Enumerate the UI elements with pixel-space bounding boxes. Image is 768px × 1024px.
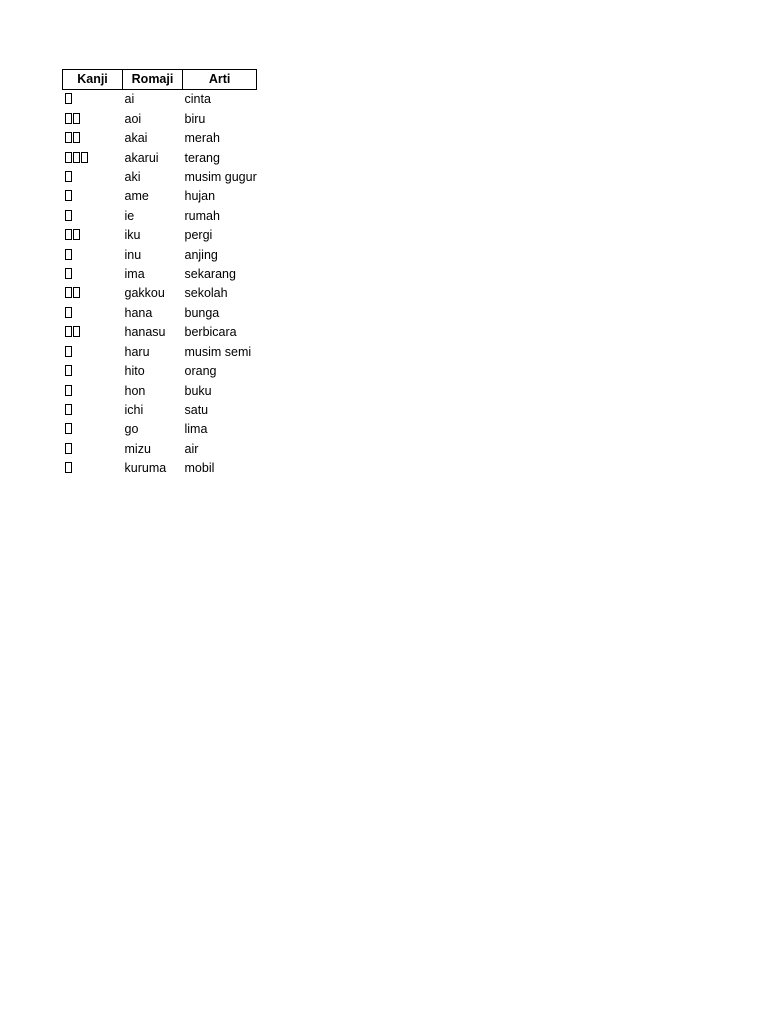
arti-cell: berbicara [184,325,237,340]
arti-cell: anjing [184,247,218,262]
arti-cell: merah [184,131,220,146]
missing-glyph-icon [65,423,72,434]
arti-cell: biru [184,111,206,126]
arti-cell: pergi [184,228,213,243]
missing-glyph-icon [65,132,72,143]
table-row [63,459,257,478]
arti-cell: cinta [184,92,211,107]
arti-cell: bunga [184,305,220,320]
arti-cell: lima [184,422,208,437]
missing-glyph-icon [65,249,72,260]
kanji-cell [63,226,123,245]
missing-glyph-icon [65,346,72,357]
romaji-cell: haru [124,344,150,359]
table-row [63,246,257,265]
table-row [63,343,257,362]
kanji-cell [63,459,123,478]
arti-cell: musim semi [184,344,252,359]
table-row [63,226,257,245]
kanji-cell [63,168,123,187]
missing-glyph-icon [65,365,72,376]
arti-cell: rumah [184,208,220,223]
romaji-cell: hito [124,364,145,379]
romaji-cell: akarui [124,150,159,165]
header-arti: Arti [183,70,257,90]
missing-glyph-icon [73,132,80,143]
romaji-cell: ie [124,208,135,223]
table-row [63,149,257,168]
kanji-cell [63,401,123,420]
kanji-cell [63,440,123,459]
romaji-cell: hanasu [124,325,166,340]
table-row [63,284,257,303]
arti-cell: buku [184,383,212,398]
kanji-cell [63,343,123,362]
missing-glyph-icon [65,171,72,182]
kanji-cell [63,110,123,129]
table-row [63,420,257,439]
table-row [63,304,257,323]
kanji-cell [63,207,123,226]
missing-glyph-icon [73,113,80,124]
table-row [63,90,257,110]
romaji-cell: hana [124,305,153,320]
romaji-cell: ima [124,267,145,282]
romaji-cell: ame [124,189,149,204]
table-row [63,323,257,342]
romaji-cell: ai [124,92,135,107]
arti-cell: sekolah [184,286,228,301]
missing-glyph-icon [65,307,72,318]
table-row [63,362,257,381]
kanji-cell [63,323,123,342]
table-row [63,110,257,129]
arti-cell: air [184,441,199,456]
missing-glyph-icon [65,326,72,337]
missing-glyph-icon [65,385,72,396]
romaji-cell: iku [124,228,141,243]
kanji-cell [63,284,123,303]
missing-glyph-icon [65,190,72,201]
kanji-cell [63,265,123,284]
romaji-cell: kuruma [124,461,167,476]
arti-cell: satu [184,402,209,417]
romaji-cell: gakkou [124,286,165,301]
vocabulary-table [62,69,257,479]
kanji-cell [63,149,123,168]
arti-cell: hujan [184,189,216,204]
kanji-cell [63,90,123,110]
kanji-cell [63,129,123,148]
kanji-cell [63,362,123,381]
table-header-row [63,70,257,90]
romaji-cell: akai [124,131,148,146]
table-row [63,265,257,284]
romaji-cell: go [124,422,139,437]
kanji-cell [63,187,123,206]
kanji-cell [63,246,123,265]
table-row [63,440,257,459]
table-row [63,168,257,187]
missing-glyph-icon [65,229,72,240]
arti-cell: mobil [184,461,215,476]
table-row [63,382,257,401]
romaji-cell: hon [124,383,146,398]
kanji-cell [63,420,123,439]
missing-glyph-icon [65,287,72,298]
missing-glyph-icon [73,326,80,337]
missing-glyph-icon [65,152,72,163]
arti-cell: musim gugur [184,170,257,185]
missing-glyph-icon [73,287,80,298]
missing-glyph-icon [73,229,80,240]
header-romaji: Romaji [123,70,183,90]
table-row [63,129,257,148]
missing-glyph-icon [65,268,72,279]
romaji-cell: aki [124,170,141,185]
romaji-cell: mizu [124,441,151,456]
missing-glyph-icon [65,443,72,454]
kanji-cell [63,382,123,401]
romaji-cell: ichi [124,402,144,417]
missing-glyph-icon [65,462,72,473]
missing-glyph-icon [65,210,72,221]
romaji-cell: aoi [124,111,142,126]
arti-cell: sekarang [184,267,236,282]
missing-glyph-icon [65,404,72,415]
header-kanji: Kanji [63,70,123,90]
arti-cell: orang [184,364,217,379]
missing-glyph-icon [81,152,88,163]
table-row [63,401,257,420]
missing-glyph-icon [73,152,80,163]
romaji-cell: inu [124,247,142,262]
table-row [63,207,257,226]
kanji-cell [63,304,123,323]
missing-glyph-icon [65,93,72,104]
missing-glyph-icon [65,113,72,124]
table-body [63,90,257,479]
arti-cell: terang [184,150,220,165]
table-row [63,187,257,206]
